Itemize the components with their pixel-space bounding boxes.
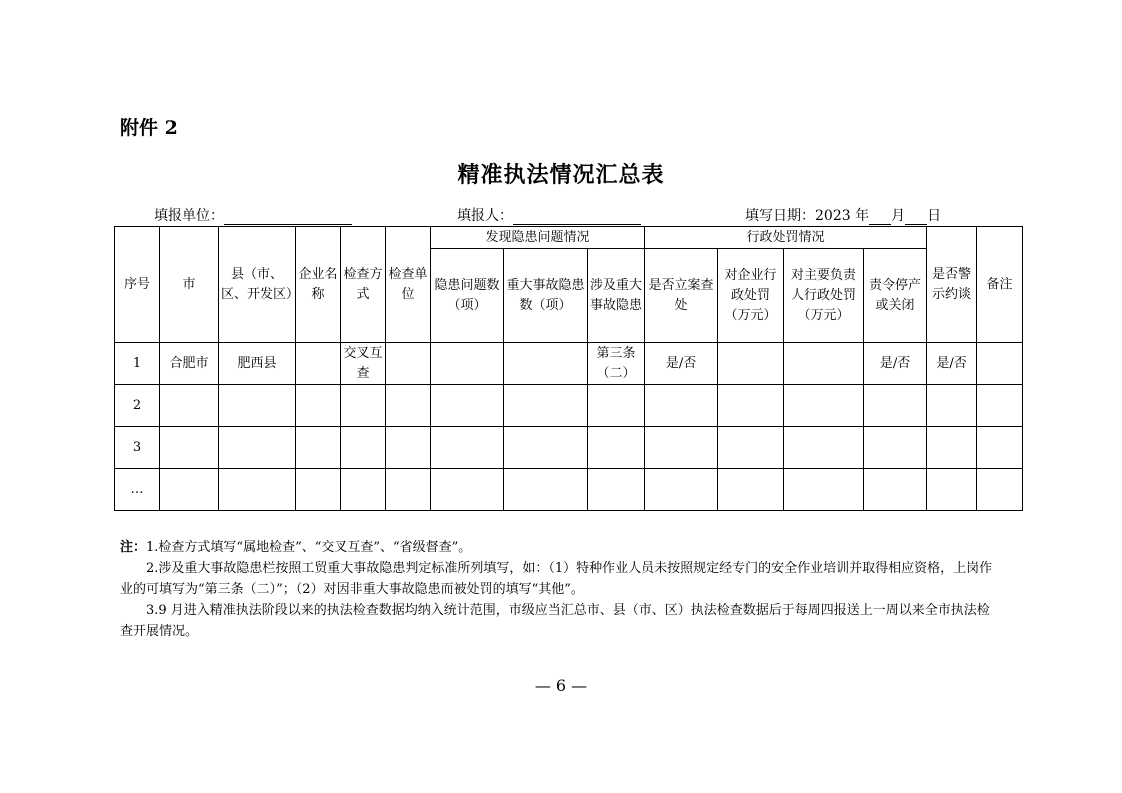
cell-major-type: 第三条（二）	[588, 343, 645, 385]
cell-warning	[927, 385, 977, 427]
cell-seq: …	[115, 469, 160, 511]
cell-seq: 3	[115, 427, 160, 469]
cell-company	[296, 343, 341, 385]
cell-suspend: 是/否	[864, 343, 927, 385]
person-label: 填报人：	[457, 208, 513, 224]
cell-company-fine	[718, 427, 784, 469]
person-field	[457, 205, 641, 225]
note-3: 3.9 月进入精准执法阶段以来的执法检查数据均纳入统计范围，市级应当汇总市、县（市、区）执法检查数据后于每周四报送上一周以来全市执法检查开展情况。	[120, 603, 990, 639]
cell-suspend	[864, 385, 927, 427]
col-person-fine: 对主要负责人行政处罚（万元）	[784, 249, 864, 343]
cell-major-type	[588, 385, 645, 427]
summary-table	[114, 226, 1023, 511]
col-hazard-count: 隐患问题数（项）	[431, 249, 504, 343]
cell-person-fine	[784, 469, 864, 511]
group-penalty: 行政处罚情况	[645, 227, 927, 249]
cell-person-fine	[784, 343, 864, 385]
cell-case	[645, 427, 718, 469]
cell-county	[219, 385, 296, 427]
month-char: 月	[891, 208, 906, 224]
cell-major-count	[504, 343, 588, 385]
attachment-label: 附件 2	[120, 117, 178, 139]
unit-label: 填报单位：	[154, 208, 224, 224]
header-group-row	[115, 227, 1023, 249]
cell-method: 交叉互查	[341, 343, 386, 385]
table-row	[115, 469, 1023, 511]
day-char: 日	[927, 208, 942, 224]
cell-unit	[386, 427, 431, 469]
table-row	[115, 385, 1023, 427]
cell-company-fine	[718, 343, 784, 385]
cell-hazard-count	[431, 385, 504, 427]
col-county: 县（市、区、开发区）	[219, 227, 296, 343]
col-company: 企业名称	[296, 227, 341, 343]
cell-city: 合肥市	[160, 343, 219, 385]
cell-seq: 2	[115, 385, 160, 427]
cell-company-fine	[718, 469, 784, 511]
cell-company	[296, 427, 341, 469]
group-hazard: 发现隐患问题情况	[431, 227, 645, 249]
page-title: 精准执法情况汇总表	[457, 162, 665, 188]
cell-remarks	[977, 385, 1023, 427]
unit-field	[154, 205, 352, 225]
month-blank	[869, 208, 891, 225]
col-method: 检查方式	[341, 227, 386, 343]
cell-county	[219, 469, 296, 511]
cell-person-fine	[784, 427, 864, 469]
col-remarks: 备注	[977, 227, 1023, 343]
col-unit: 检查单位	[386, 227, 431, 343]
date-label: 填写日期：	[745, 208, 815, 224]
cell-major-count	[504, 469, 588, 511]
cell-hazard-count	[431, 343, 504, 385]
cell-city	[160, 385, 219, 427]
year-char: 年	[855, 208, 870, 224]
cell-hazard-count	[431, 469, 504, 511]
cell-suspend	[864, 427, 927, 469]
date-year: 2023	[815, 208, 851, 224]
col-company-fine: 对企业行政处罚（万元）	[718, 249, 784, 343]
table-row	[115, 427, 1023, 469]
note-1-text: 1.检查方式填写“属地检查”、“交叉互查”、“省级督查”。	[146, 540, 472, 555]
cell-remarks	[977, 343, 1023, 385]
note-1	[120, 537, 1000, 558]
cell-warning: 是/否	[927, 343, 977, 385]
cell-city	[160, 427, 219, 469]
cell-major-count	[504, 427, 588, 469]
cell-city	[160, 469, 219, 511]
cell-remarks	[977, 427, 1023, 469]
cell-company-fine	[718, 385, 784, 427]
note-2: 2.涉及重大事故隐患栏按照工贸重大事故隐患判定标准所列填写，如：（1）特种作业人员未按照规定经专门的安全作业培训并取得相应资格，上岗作业的可填写为“第三条（二）”；（2）对因非重大事故隐患而被处罚的填写“其他”。	[120, 561, 993, 597]
table-row	[115, 343, 1023, 385]
cell-company	[296, 469, 341, 511]
cell-county	[219, 427, 296, 469]
cell-unit	[386, 469, 431, 511]
cell-method	[341, 427, 386, 469]
cell-remarks	[977, 469, 1023, 511]
col-case: 是否立案查处	[645, 249, 718, 343]
cell-case: 是/否	[645, 343, 718, 385]
col-major-count: 重大事故隐患数（项）	[504, 249, 588, 343]
col-major-type: 涉及重大事故隐患	[588, 249, 645, 343]
cell-company	[296, 385, 341, 427]
cell-unit	[386, 343, 431, 385]
cell-method	[341, 385, 386, 427]
col-suspend: 责令停产或关闭	[864, 249, 927, 343]
fill-in-fields	[0, 205, 1122, 227]
cell-person-fine	[784, 385, 864, 427]
cell-method	[341, 469, 386, 511]
person-blank	[513, 208, 641, 225]
cell-major-type	[588, 427, 645, 469]
notes-section	[120, 537, 1000, 642]
cell-hazard-count	[431, 427, 504, 469]
cell-suspend	[864, 469, 927, 511]
cell-seq: 1	[115, 343, 160, 385]
col-seq: 序号	[115, 227, 160, 343]
notes-prefix: 注：	[120, 540, 147, 555]
cell-unit	[386, 385, 431, 427]
cell-county: 肥西县	[219, 343, 296, 385]
cell-major-count	[504, 385, 588, 427]
date-field	[745, 205, 941, 225]
cell-case	[645, 385, 718, 427]
cell-case	[645, 469, 718, 511]
col-warning: 是否警示约谈	[927, 227, 977, 343]
cell-warning	[927, 427, 977, 469]
cell-warning	[927, 469, 977, 511]
page-number: — 6 —	[534, 676, 588, 695]
cell-major-type	[588, 469, 645, 511]
col-city: 市	[160, 227, 219, 343]
day-blank	[905, 208, 927, 225]
unit-blank	[224, 208, 352, 225]
